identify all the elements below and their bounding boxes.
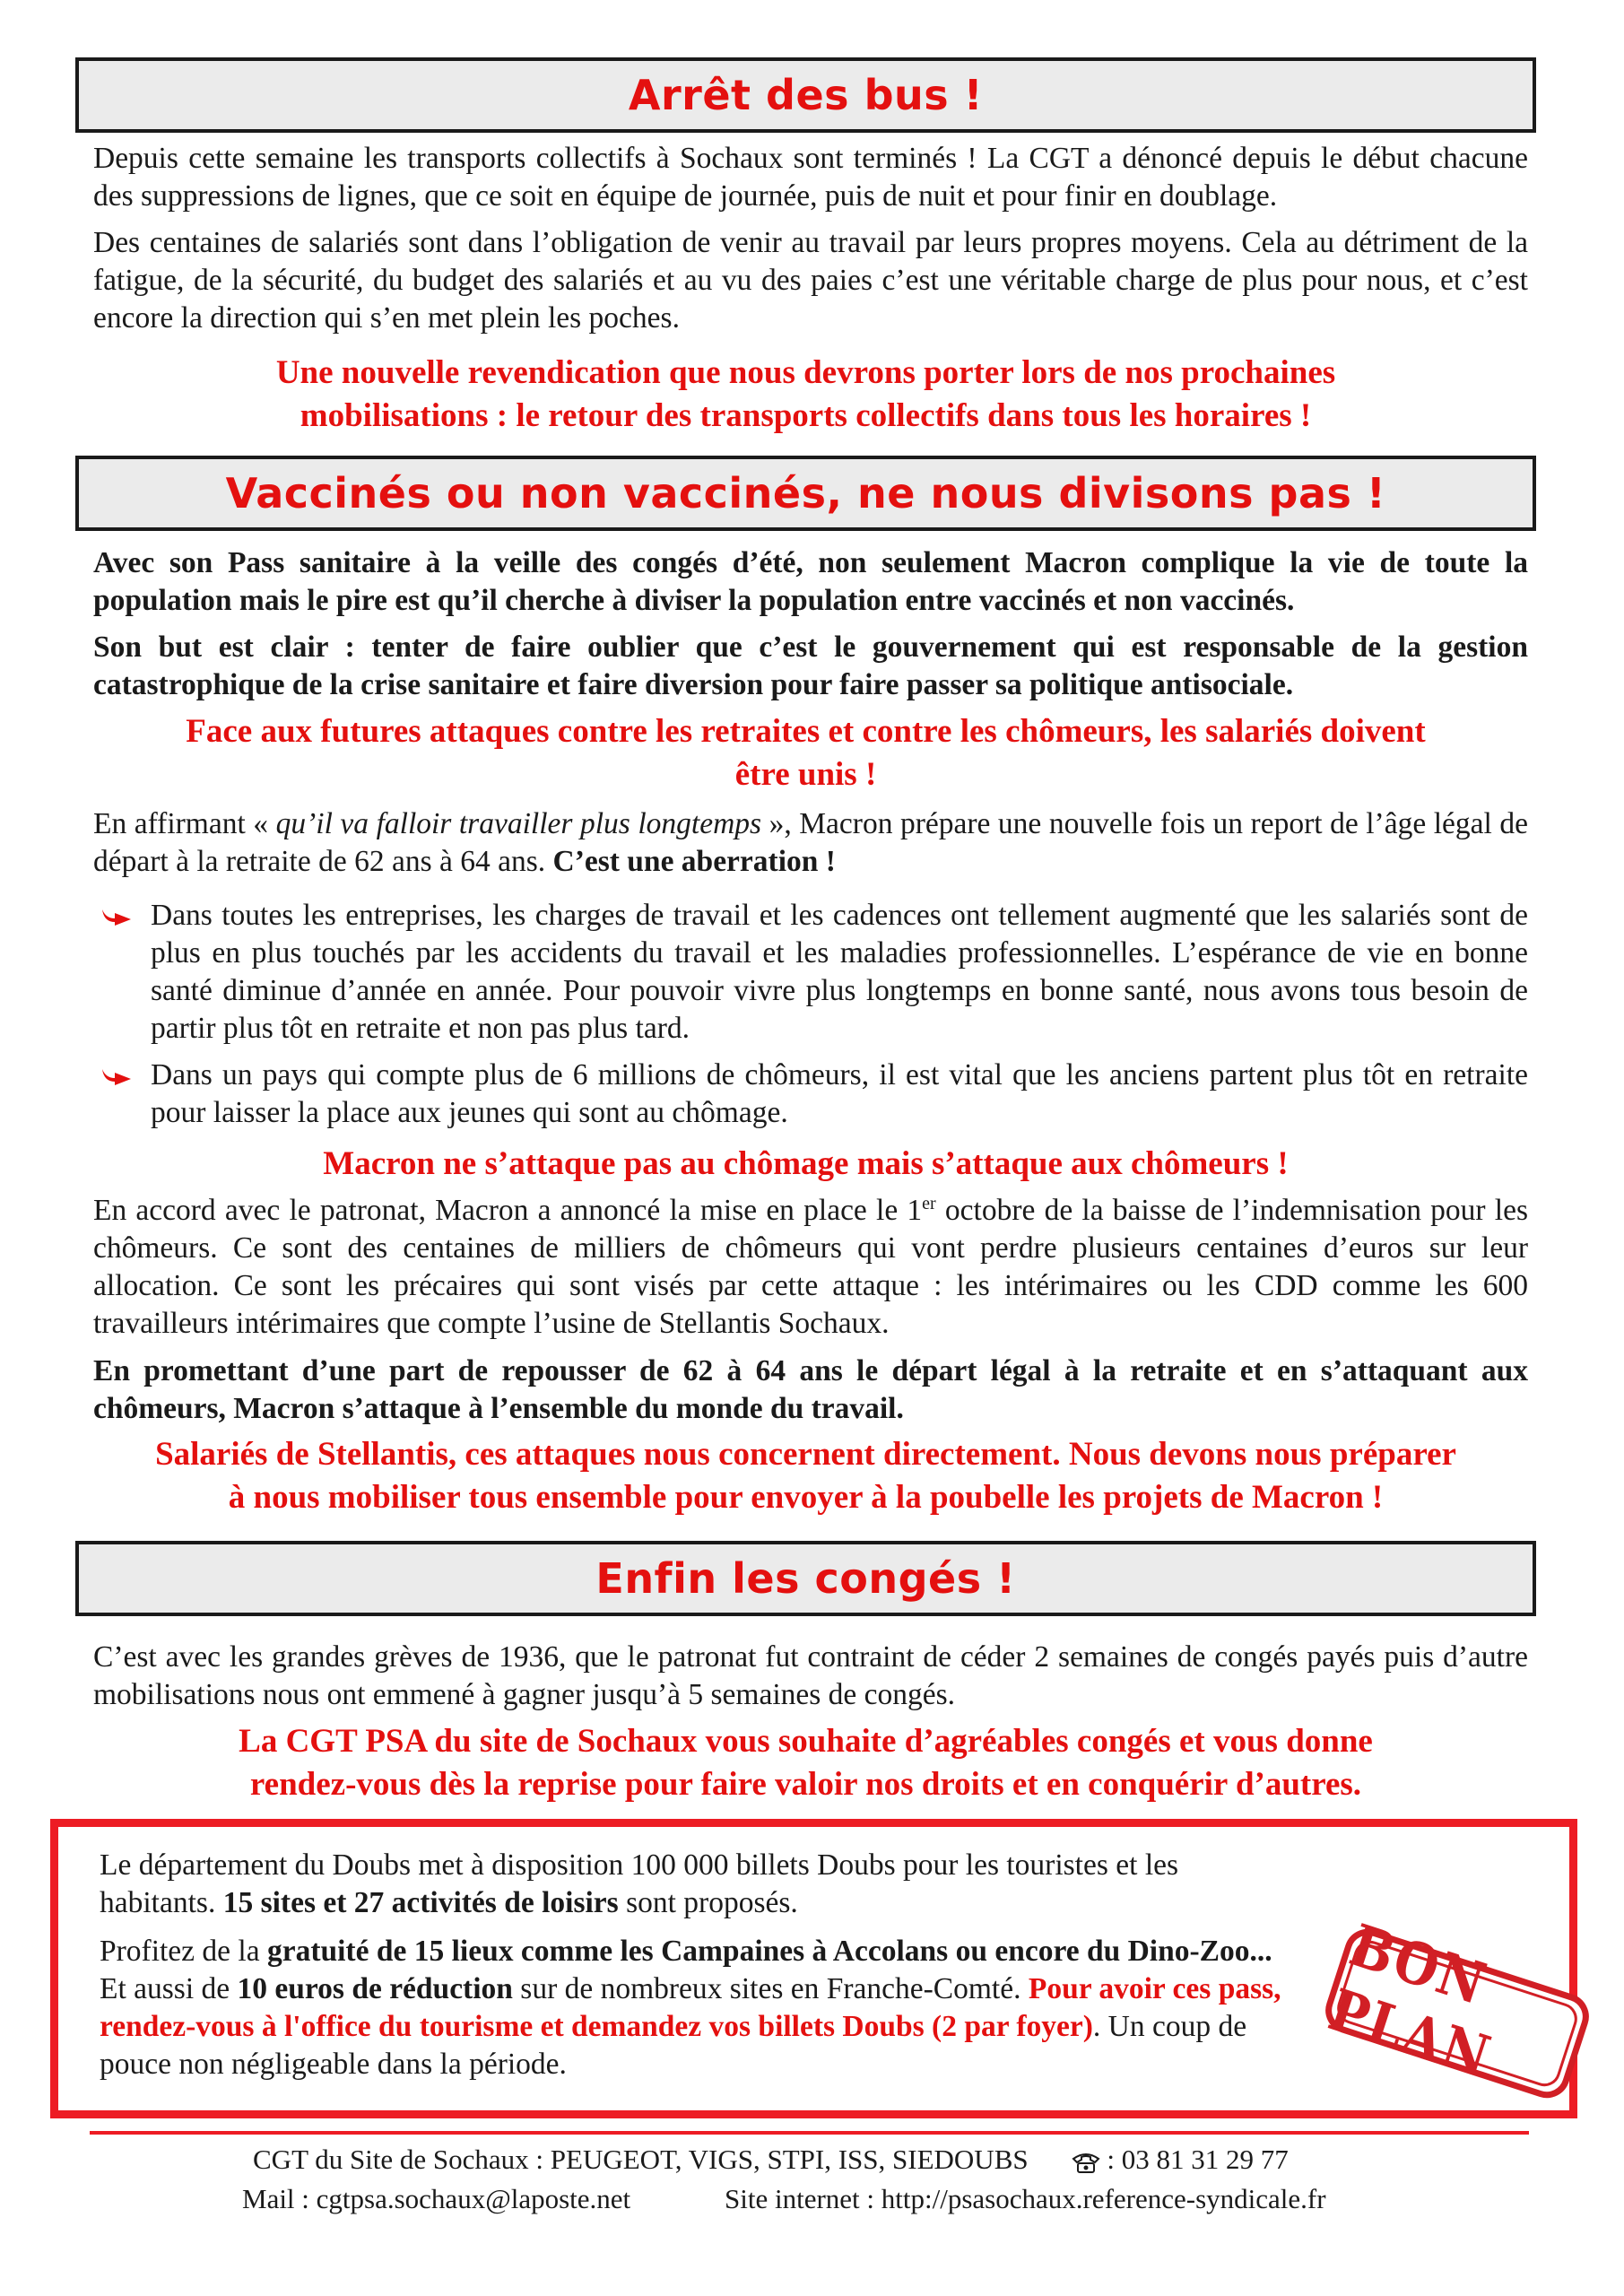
- red-headline-line: rendez-vous dès la reprise pour faire valoir nos droits et en conquérir d’autres.: [249, 1766, 1362, 1803]
- section-title-vaccins: Vaccinés ou non vaccinés, ne nous divisons pas !: [225, 469, 1386, 517]
- bon-plan-stamp: [1319, 1911, 1594, 2104]
- bold-text: 15 sites et 27 activités de loisirs: [222, 1886, 619, 1919]
- paragraph: Avec son Pass sanitaire à la veille des congés d’été, non seulement Macron complique la vie de toute la population mais le pire est qu’il cherche à diviser la population entre vaccinés et non vaccinés.: [93, 546, 1528, 617]
- red-headline-line: être unis !: [734, 756, 877, 793]
- text-run: Le département du Doubs met à disposition 100 000 billets Doubs pour les touristes et les habitants.: [100, 1848, 1179, 1919]
- red-headline-line: Une nouvelle revendication que nous devrons porter lors de nos prochaines: [275, 354, 1336, 391]
- paragraph: [93, 805, 1528, 881]
- paragraph: En promettant d’une part de repousser de 62 à 64 ans le départ légal à la retraite et en s’attaquant aux chômeurs, Macron s’attaque à l’ensemble du monde du travail.: [93, 1354, 1528, 1425]
- list-item: [93, 897, 1528, 1048]
- red-headline-line: Face aux futures attaques contre les retraites et contre les chômeurs, les salariés doivent: [186, 713, 1426, 750]
- quote-text: qu’il va falloir travailler plus longtemps: [275, 807, 762, 840]
- footer-phone: : 03 81 31 29 77: [1107, 2144, 1289, 2175]
- phone-icon: [1071, 2150, 1101, 2175]
- superscript: er: [922, 1193, 936, 1213]
- bold-text: C’est une aberration !: [552, 845, 836, 878]
- paragraph: Son but est clair : tenter de faire oublier que c’est le gouvernement qui est responsable de la gestion catastrophique de la crise sanitaire et faire diversion pour faire passer sa politique antisociale.: [93, 631, 1528, 701]
- text-run: sont proposés.: [618, 1886, 798, 1919]
- footer-org: CGT du Site de Sochaux : PEUGEOT, VIGS, STPI, ISS, SIEDOUBS: [253, 2144, 1029, 2175]
- red-headline-line: La CGT PSA du site de Sochaux vous souhaite d’agréables congés et vous donne: [239, 1723, 1373, 1760]
- arrow-bullet-icon: [100, 906, 133, 927]
- paragraph: C’est avec les grandes grèves de 1936, que le patronat fut contraint de céder 2 semaines de congés payés puis d’autre mobilisations nous ont emmené à gagner jusqu’à 5 semaines de congés.: [93, 1640, 1528, 1711]
- section-title-conges: Enfin les congés !: [595, 1554, 1016, 1603]
- red-headline-line: Salariés de Stellantis, ces attaques nous concernent directement. Nous devons nous préparer: [155, 1436, 1456, 1473]
- paragraph: [93, 1192, 1528, 1343]
- section-header-conges: [75, 1541, 1536, 1616]
- red-headline: [75, 1720, 1536, 1806]
- text-run: sur de nombreux sites en Franche-Comté.: [512, 1972, 1021, 2005]
- text-run: En accord avec le patronat, Macron a annoncé la mise en place le 1: [93, 1194, 923, 1227]
- section-title-bus: Arrêt des bus !: [628, 71, 984, 119]
- red-headline-line: à nous mobiliser tous ensemble pour envoyer à la poubelle les projets de Macron !: [228, 1479, 1384, 1516]
- footer-line-1: [253, 2142, 1289, 2178]
- bold-text: gratuité de 15 lieux comme les Campaines à Accolans ou encore du Dino-Zoo...: [266, 1935, 1272, 1968]
- bullet-text: Dans un pays qui compte plus de 6 millions de chômeurs, il est vital que les anciens partent plus tôt en retraite pour laisser la place aux jeunes qui sont au chômage.: [151, 1058, 1528, 1129]
- red-text: Pour avoir ces pass, rendez-vous à l'office du tourisme et demandez vos billets Doubs (2 par foyer): [100, 1972, 1281, 2043]
- stamp-text: BON PLAN: [1321, 1911, 1499, 2092]
- bon-plan-box: [50, 1819, 1577, 2118]
- text-run: . Un coup de pouce non négligeable dans la période.: [100, 2010, 1247, 2081]
- red-headline: [75, 352, 1536, 438]
- text-run: Et aussi de: [100, 1972, 238, 2005]
- footer-divider: [90, 2131, 1529, 2135]
- footer-mail: Mail : cgtpsa.sochaux@laposte.net: [242, 2183, 631, 2214]
- bullet-text: Dans toutes les entreprises, les charges de travail et les cadences ont tellement augmenté que les salariés sont de plus en plus touchés par les accidents du travail et les maladies professionnelles. L’espérance de vie en bonne santé diminue d’année en année. Pour pouvoir vivre plus longtemps en bonne santé, nous avons tous besoin de partir plus tôt en retraite et non pas plus tard.: [151, 899, 1528, 1045]
- text-run: », Macron prépare une nouvelle fois un report de l’âge légal de départ à la retraite de 62 ans à 64 ans.: [93, 807, 1528, 878]
- red-headline-line: mobilisations : le retour des transports collectifs dans tous les horaires !: [300, 397, 1312, 434]
- section-header-bus: [75, 57, 1536, 133]
- red-headline: Macron ne s’attaque pas au chômage mais s’attaque aux chômeurs !: [323, 1145, 1289, 1182]
- list-item: [93, 1057, 1528, 1132]
- bold-text: 10 euros de réduction: [237, 1972, 513, 2005]
- text-run: octobre de la baisse de l’indemnisation pour les chômeurs. Ce sont des centaines de milliers de chômeurs qui vont perdre plusieurs centaines d’euros sur leur allocation. Ce sont les précaires qui sont visés par cette attaque : les intérimaires ou les CDD comme les 600 travailleurs intérimaires que compte l’usine de Stellantis Sochaux.: [93, 1194, 1528, 1340]
- text-run: Profitez de la: [100, 1935, 267, 1968]
- text-run: En affirmant «: [93, 807, 276, 840]
- arrow-bullet-icon: [100, 1065, 133, 1087]
- red-headline: [75, 1433, 1536, 1519]
- paragraph: [100, 1847, 1301, 1922]
- footer-site: Site internet : http://psasochaux.reference-syndicale.fr: [725, 2183, 1326, 2214]
- paragraph: Depuis cette semaine les transports collectifs à Sochaux sont terminés ! La CGT a dénoncé depuis le début chacune des suppressions de lignes, que ce soit en équipe de journée, puis de nuit et pour finir en doublage.: [93, 142, 1528, 213]
- red-headline: [75, 710, 1536, 796]
- paragraph: [100, 1933, 1301, 2083]
- paragraph: Des centaines de salariés sont dans l’obligation de venir au travail par leurs propres moyens. Cela au détriment de la fatigue, de la sécurité, du budget des salariés et au vu des paies c’est une véritable charge de plus pour nous, et c’est encore la direction qui s’en met plein les poches.: [93, 226, 1528, 335]
- section-header-vaccins: [75, 456, 1536, 531]
